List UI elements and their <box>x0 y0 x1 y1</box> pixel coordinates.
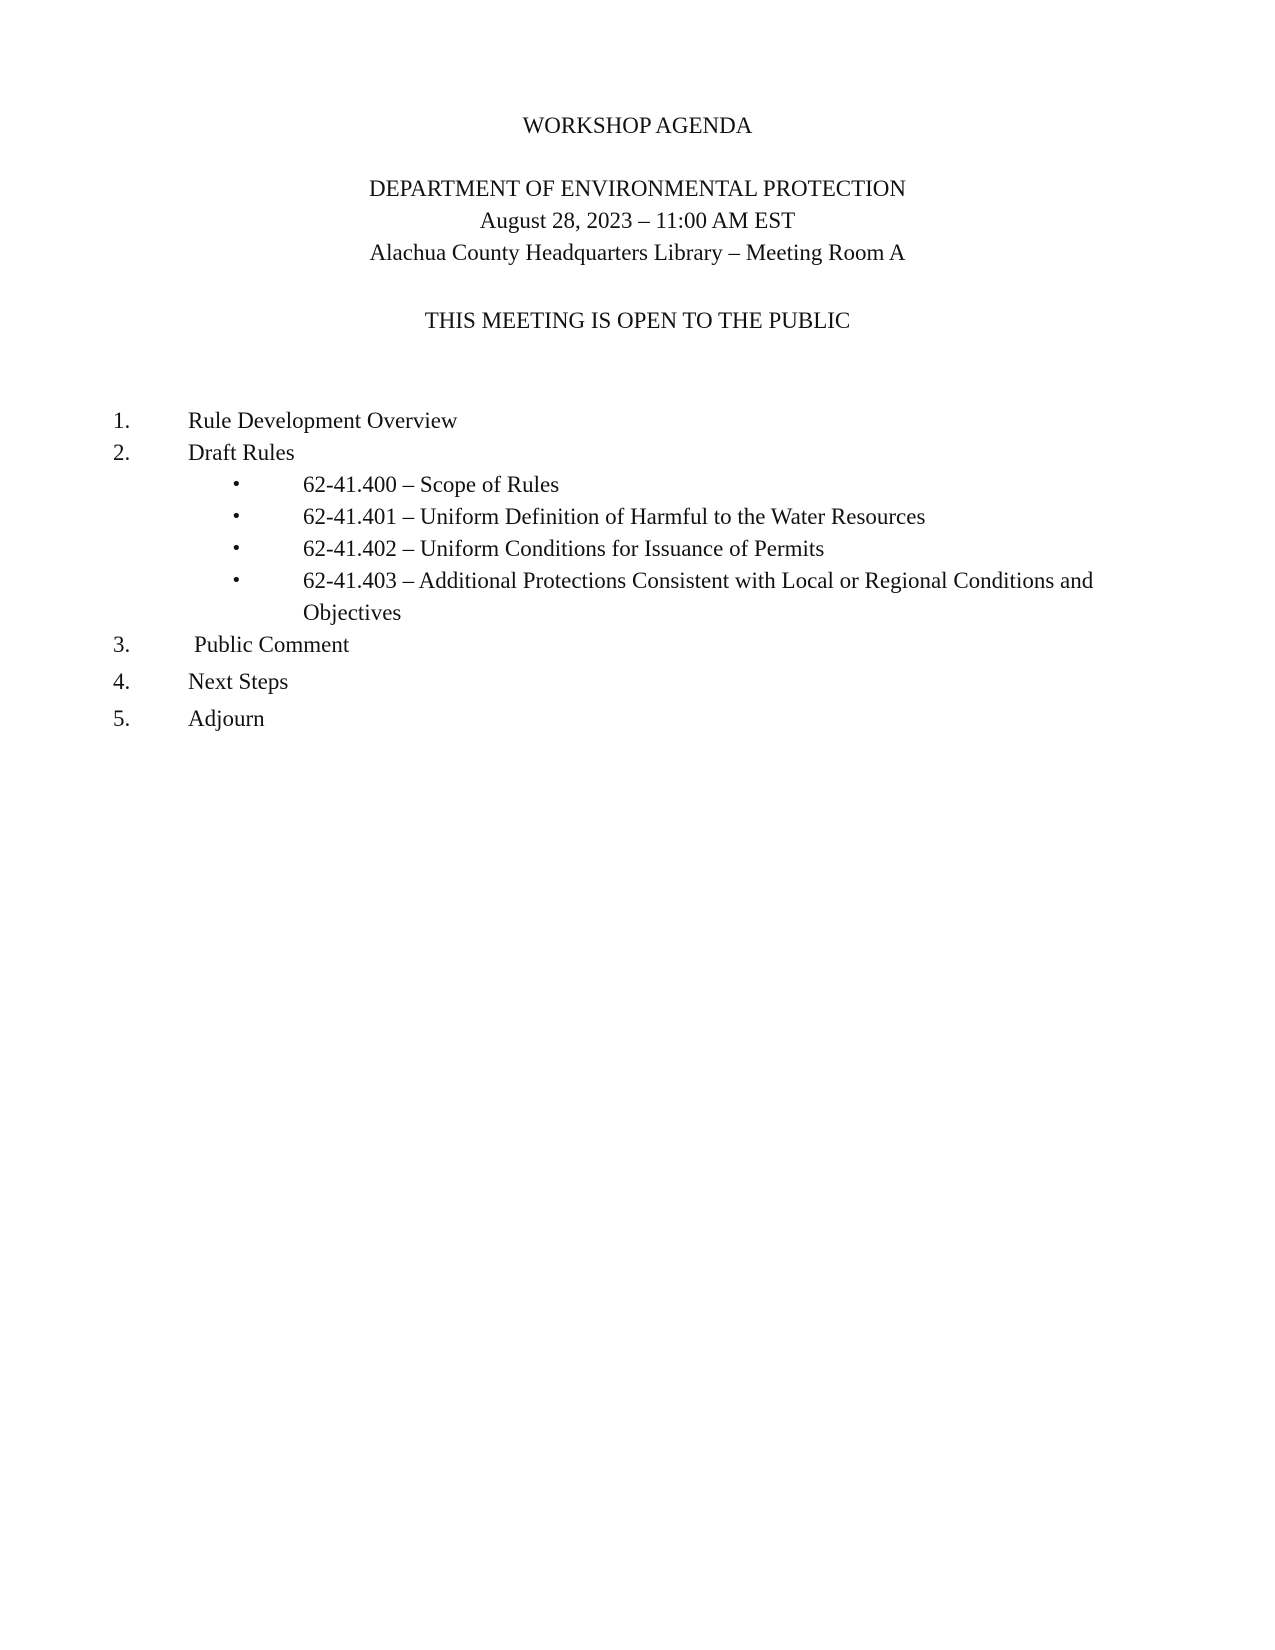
rule-item <box>113 469 1173 501</box>
rule-item <box>113 565 1173 629</box>
meeting-location: Alachua County Headquarters Library – Meeting Room A <box>369 240 906 265</box>
agenda-item-1 <box>113 405 1173 437</box>
rule-item <box>113 533 1173 565</box>
bullet-icon: • <box>231 474 242 495</box>
agenda-item-4 <box>113 666 1173 698</box>
agenda-item-number: 1. <box>113 408 131 433</box>
agenda-item-text: Public Comment <box>194 632 350 657</box>
rule-item-text: 62-41.403 – Additional Protections Consistent with Local or Regional Conditions and Objectives <box>303 568 1094 625</box>
department-name: DEPARTMENT OF ENVIRONMENTAL PROTECTION <box>368 176 907 201</box>
title-block <box>0 110 1275 142</box>
agenda-item-5 <box>113 703 1173 735</box>
public-notice: THIS MEETING IS OPEN TO THE PUBLIC <box>424 308 851 333</box>
draft-rules-list <box>113 469 1173 629</box>
agenda-item-number: 5. <box>113 706 131 731</box>
rule-item-text: 62-41.401 – Uniform Definition of Harmful to the Water Resources <box>303 504 926 529</box>
agenda-item-number: 3. <box>113 632 131 657</box>
agenda-item-text: Adjourn <box>188 706 265 731</box>
meeting-datetime: August 28, 2023 – 11:00 AM EST <box>479 208 796 233</box>
bullet-icon: • <box>231 506 242 527</box>
public-notice-block <box>0 305 1275 337</box>
agenda-item-number: 4. <box>113 669 131 694</box>
bullet-icon: • <box>231 570 242 591</box>
bullet-icon: • <box>231 538 242 559</box>
rule-item-text: 62-41.402 – Uniform Conditions for Issuance of Permits <box>303 536 825 561</box>
agenda-list <box>113 405 1173 735</box>
agenda-item-3 <box>113 629 1173 661</box>
document-title: WORKSHOP AGENDA <box>522 113 753 138</box>
rule-item <box>113 501 1173 533</box>
agenda-item-2 <box>113 437 1173 629</box>
agenda-item-text: Next Steps <box>188 669 289 694</box>
meeting-info-block <box>0 173 1275 269</box>
agenda-item-number: 2. <box>113 440 131 465</box>
agenda-item-text: Rule Development Overview <box>188 408 458 433</box>
agenda-item-text: Draft Rules <box>188 440 295 465</box>
rule-item-text: 62-41.400 – Scope of Rules <box>303 472 560 497</box>
